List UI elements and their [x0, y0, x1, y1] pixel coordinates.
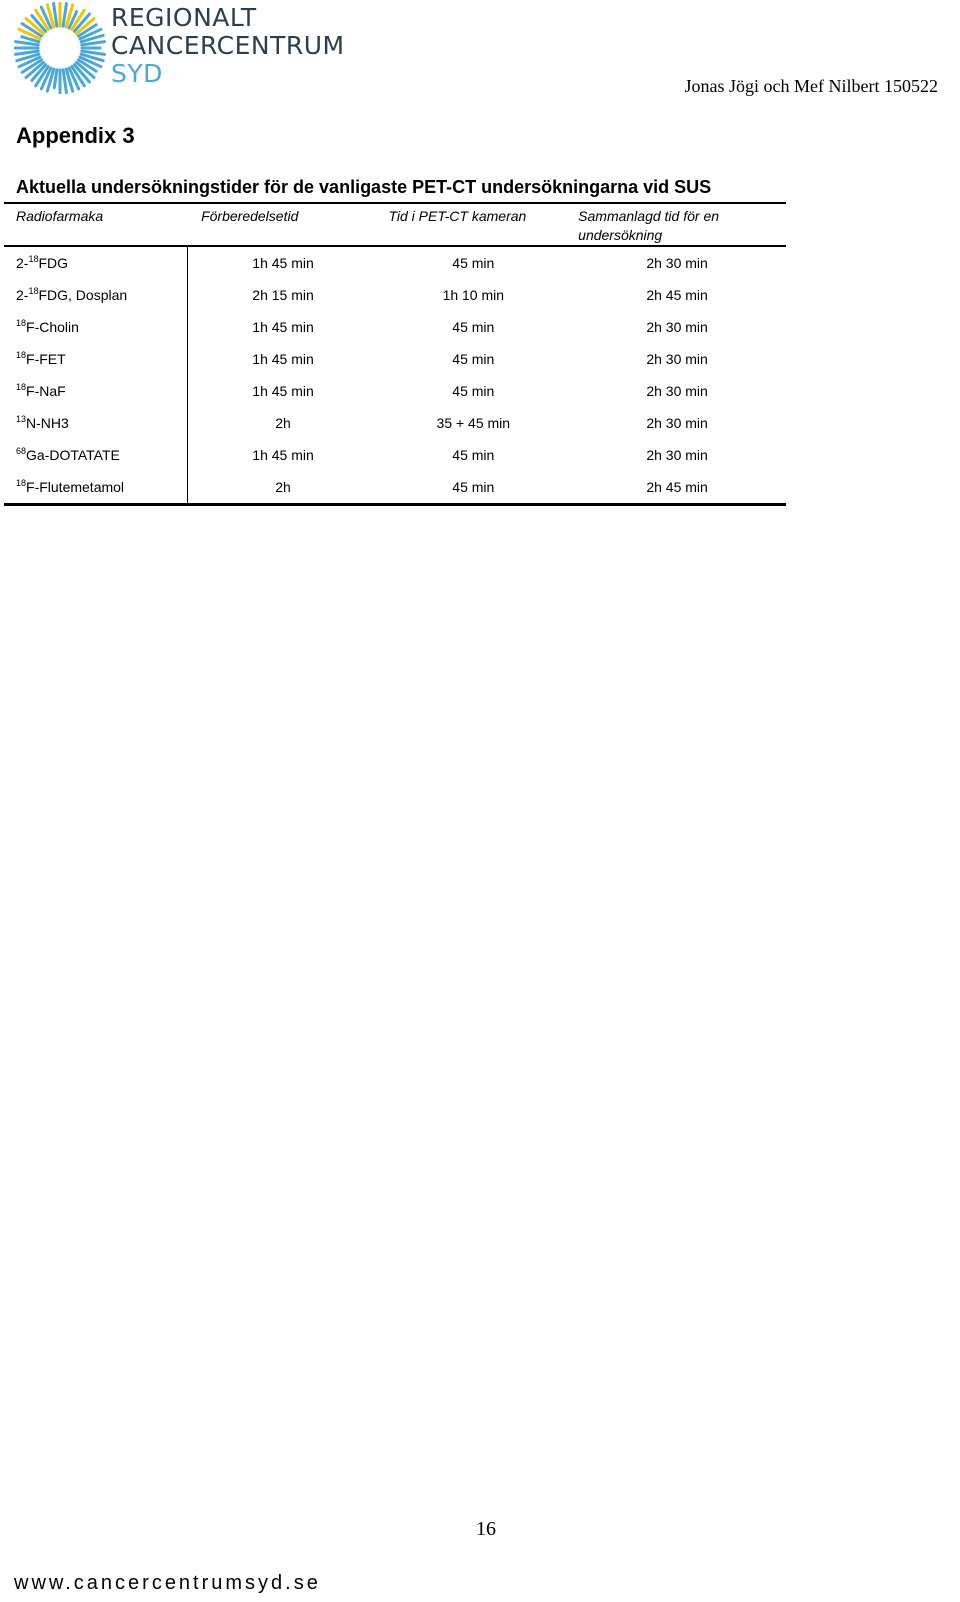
- cell-radiofarmaka: [4, 311, 187, 343]
- cell-total: 2h 30 min: [646, 415, 708, 431]
- table-row: [4, 343, 786, 375]
- header-author: Jonas Jögi och Mef Nilbert 150522: [684, 76, 938, 96]
- cell-prefix: 2-: [16, 287, 29, 303]
- cell-total: 2h 45 min: [646, 479, 708, 495]
- cell-isotope: 68: [16, 446, 27, 456]
- column-header-camera: Tid i PET-CT kameran: [388, 208, 527, 224]
- cell-isotope: 18: [28, 286, 39, 296]
- cell-total: 2h 30 min: [646, 255, 708, 271]
- cell-name: F-Cholin: [26, 319, 79, 335]
- cell-camera: 45 min: [452, 319, 495, 335]
- cell-name: F-FET: [26, 351, 66, 367]
- column-header-total: Sammanlagd tid för en undersökning: [578, 208, 720, 243]
- cell-radiofarmaka: [4, 279, 187, 311]
- cell-prep: 1h 45 min: [252, 255, 314, 271]
- logo-line-2: CANCERCENTRUM: [111, 31, 345, 60]
- cell-radiofarmaka: [4, 471, 187, 505]
- table-row: [4, 375, 786, 407]
- table-row: [4, 246, 786, 279]
- cell-prep: 1h 45 min: [252, 319, 314, 335]
- cell-isotope: 18: [28, 254, 39, 264]
- table-row: [4, 471, 786, 505]
- cell-isotope: 18: [16, 318, 27, 328]
- table-row: [4, 439, 786, 471]
- cell-camera: 45 min: [452, 447, 495, 463]
- cell-total: 2h 30 min: [646, 351, 708, 367]
- cell-prep: 2h 15 min: [252, 287, 314, 303]
- cell-isotope: 18: [16, 382, 27, 392]
- cell-camera: 45 min: [452, 479, 495, 495]
- cell-isotope: 18: [16, 350, 27, 360]
- cell-total: 2h 30 min: [646, 447, 708, 463]
- cell-total: 2h 30 min: [646, 319, 708, 335]
- cell-name: F-Flutemetamol: [26, 479, 125, 495]
- logo: [14, 2, 345, 94]
- cell-name: FDG: [38, 255, 69, 271]
- cell-name: FDG, Dosplan: [38, 287, 128, 303]
- cell-camera: 45 min: [452, 383, 495, 399]
- table-header-row: [4, 203, 786, 246]
- cell-radiofarmaka: [4, 407, 187, 439]
- cell-radiofarmaka: [4, 246, 187, 279]
- cell-total: 2h 30 min: [646, 383, 708, 399]
- cell-isotope: 18: [16, 478, 27, 488]
- cell-radiofarmaka: [4, 375, 187, 407]
- cell-camera: 45 min: [452, 351, 495, 367]
- appendix-heading: Appendix 3: [16, 123, 135, 148]
- cell-name: N-NH3: [26, 415, 69, 431]
- cell-prep: 1h 45 min: [252, 447, 314, 463]
- table-row: [4, 407, 786, 439]
- cell-radiofarmaka: [4, 343, 187, 375]
- footer-url: www.cancercentrumsyd.se: [14, 1572, 321, 1594]
- column-header-radiofarmaka: Radiofarmaka: [16, 208, 104, 224]
- cell-prefix: 2-: [16, 255, 29, 271]
- cell-isotope: 13: [16, 414, 27, 424]
- cell-prep: 1h 45 min: [252, 383, 314, 399]
- column-header-prep: Förberedelsetid: [201, 208, 299, 224]
- schedule-table: [4, 202, 786, 506]
- cell-camera: 45 min: [452, 255, 495, 271]
- cell-name: F-NaF: [26, 383, 66, 399]
- table-row: [4, 311, 786, 343]
- cell-total: 2h 45 min: [646, 287, 708, 303]
- cell-prep: 1h 45 min: [252, 351, 314, 367]
- cell-name: Ga-DOTATATE: [26, 447, 120, 463]
- cell-camera: 1h 10 min: [442, 287, 505, 303]
- cell-radiofarmaka: [4, 439, 187, 471]
- logo-line-3: SYD: [111, 59, 163, 88]
- table-title: Aktuella undersökningstider för de vanligaste PET-CT undersökningarna vid SUS: [16, 177, 712, 197]
- logo-line-1: REGIONALT: [111, 3, 257, 32]
- table-row: [4, 279, 786, 311]
- page-number: 16: [476, 1518, 496, 1540]
- cell-camera: 35 + 45 min: [436, 415, 511, 431]
- logo-wordmark: [111, 4, 345, 88]
- logo-ray: [54, 70, 57, 88]
- cell-prep: 2h: [275, 479, 291, 495]
- sunburst-logo-icon: [14, 2, 109, 94]
- cell-prep: 2h: [275, 415, 291, 431]
